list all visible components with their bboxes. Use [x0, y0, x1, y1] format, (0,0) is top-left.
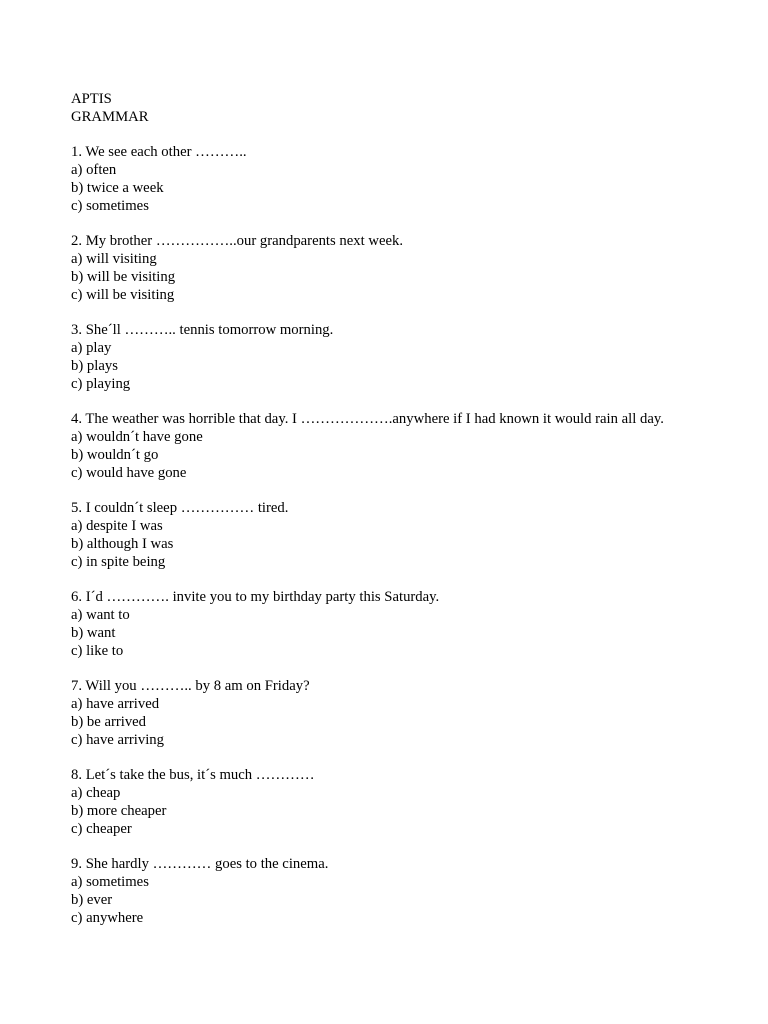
spacer	[71, 483, 751, 501]
option-a: a) wouldn´t have gone	[71, 429, 203, 446]
option-c: c) in spite being	[71, 553, 166, 570]
option-a: a) despite I was	[71, 518, 163, 535]
option-b: b) will be visiting	[71, 268, 176, 285]
question-prompt: 5. I couldn´t sleep …………… tired.	[71, 500, 289, 517]
question-prompt: 1. We see each other ………..	[71, 144, 247, 161]
option-a: a) want to	[71, 607, 130, 624]
spacer	[71, 661, 751, 679]
option-b: b) wouldn´t go	[71, 446, 159, 463]
option-b: b) twice a week	[71, 179, 164, 196]
spacer	[71, 127, 751, 145]
spacer	[71, 305, 751, 323]
option-c: c) cheaper	[71, 820, 132, 837]
question-prompt: 3. She´ll ……….. tennis tomorrow morning.	[71, 322, 334, 339]
option-c: c) anywhere	[71, 909, 144, 926]
option-a: a) have arrived	[71, 696, 160, 713]
question-1	[71, 144, 751, 215]
option-a: a) cheap	[71, 785, 121, 802]
question-6	[71, 589, 751, 660]
question-4	[71, 411, 751, 482]
question-prompt: 6. I´d …………. invite you to my birthday party this Saturday.	[71, 589, 440, 606]
option-a: a) sometimes	[71, 874, 149, 891]
option-c: c) like to	[71, 642, 124, 659]
question-prompt: 2. My brother ……………..our grandparents next week.	[71, 233, 404, 250]
question-2	[71, 233, 751, 304]
question-prompt: 4. The weather was horrible that day. I ……………….anywhere if I had known it would rain all day.	[71, 411, 664, 428]
option-a: a) often	[71, 162, 117, 179]
document-page	[71, 91, 751, 927]
option-b: b) plays	[71, 357, 118, 374]
option-c: c) sometimes	[71, 197, 149, 214]
question-prompt: 7. Will you ……….. by 8 am on Friday?	[71, 678, 310, 695]
option-b: b) be arrived	[71, 713, 147, 730]
spacer	[71, 394, 751, 412]
option-c: c) would have gone	[71, 464, 187, 481]
question-8	[71, 767, 751, 838]
option-c: c) have arriving	[71, 731, 164, 748]
spacer	[71, 749, 751, 767]
question-7	[71, 678, 751, 749]
option-b: b) more cheaper	[71, 802, 167, 819]
question-9	[71, 856, 751, 927]
spacer	[71, 838, 751, 856]
question-prompt: 9. She hardly ………… goes to the cinema.	[71, 856, 329, 873]
spacer	[71, 216, 751, 234]
document-title: APTIS	[71, 91, 112, 107]
question-3	[71, 322, 751, 393]
option-a: a) play	[71, 340, 112, 357]
option-a: a) will visiting	[71, 251, 157, 268]
spacer	[71, 572, 751, 590]
question-prompt: 8. Let´s take the bus, it´s much …………	[71, 767, 315, 784]
option-c: c) will be visiting	[71, 286, 175, 303]
question-5	[71, 500, 751, 571]
option-b: b) want	[71, 624, 116, 641]
option-b: b) although I was	[71, 535, 174, 552]
option-c: c) playing	[71, 375, 131, 392]
document-subtitle: GRAMMAR	[71, 108, 149, 125]
option-b: b) ever	[71, 891, 113, 908]
